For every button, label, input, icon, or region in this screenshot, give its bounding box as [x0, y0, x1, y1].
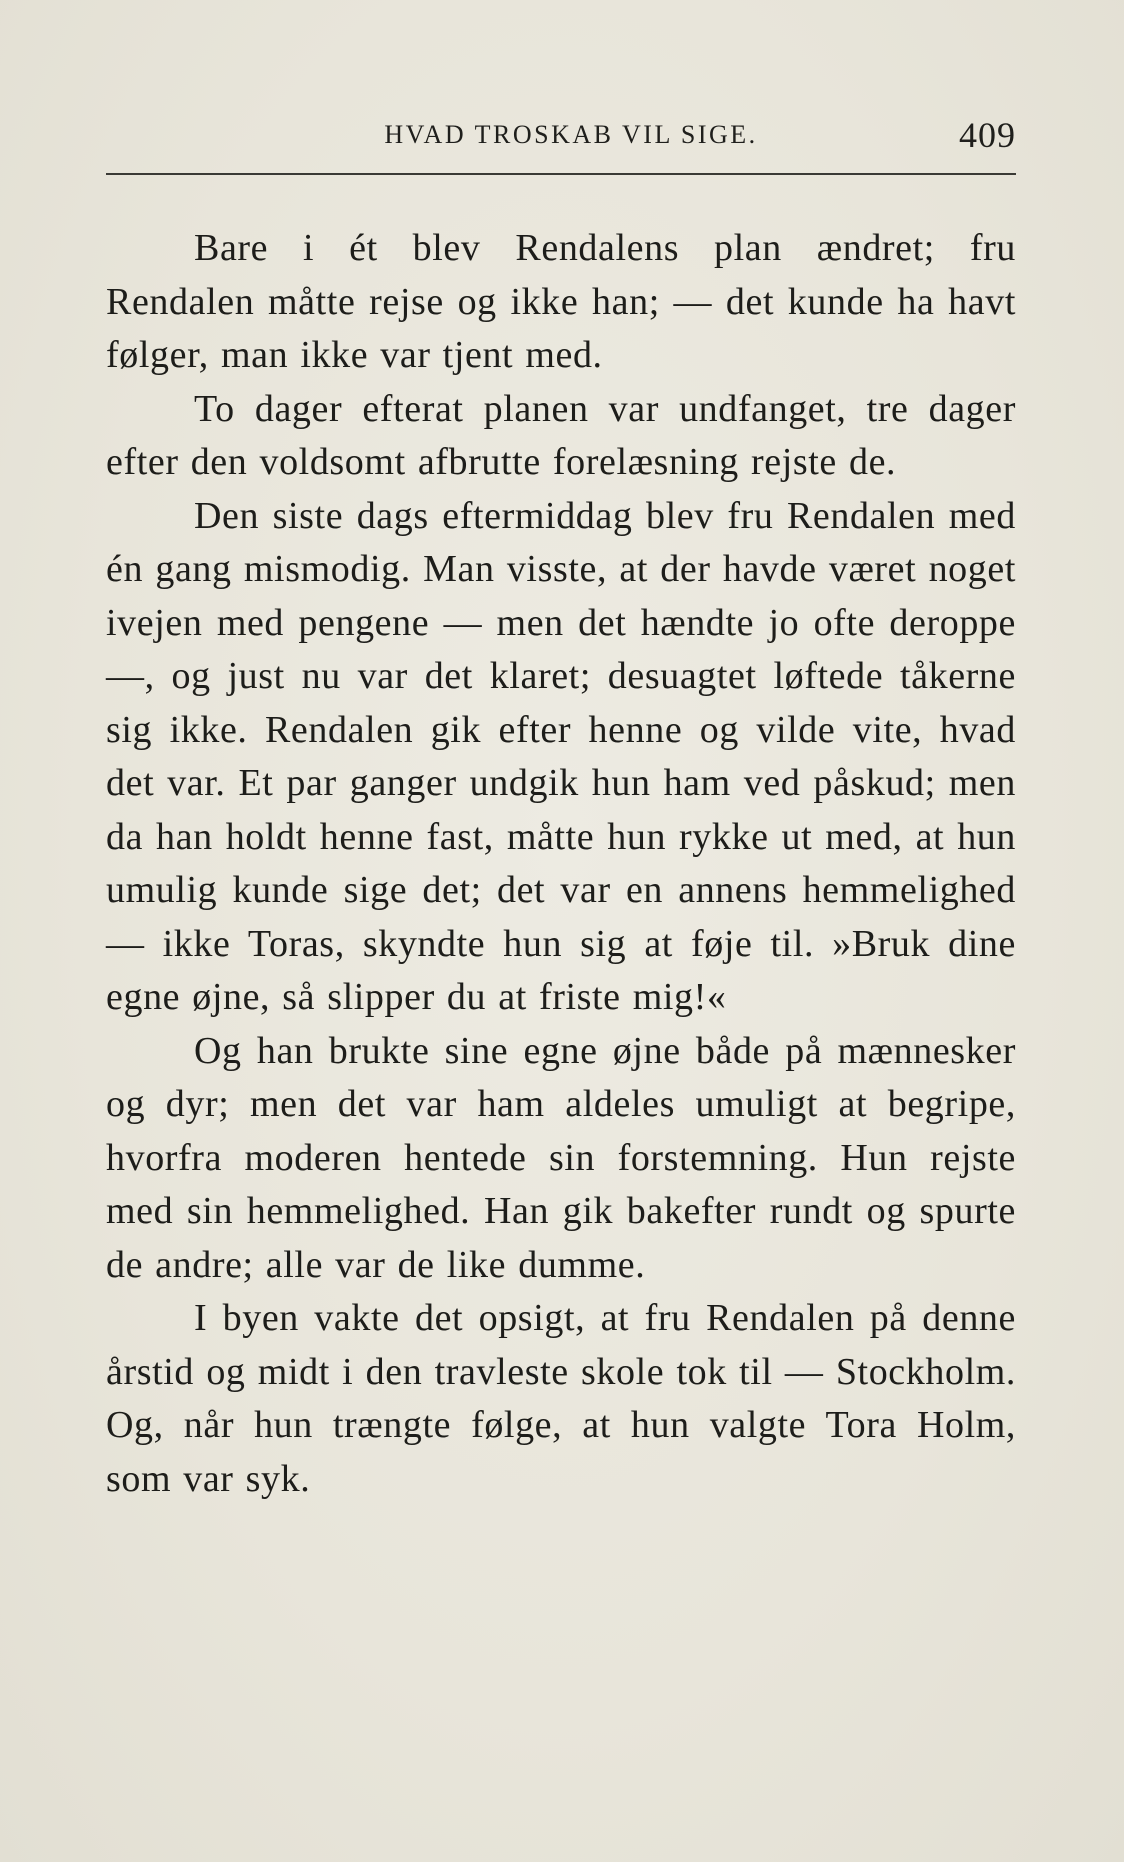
paragraph: Og han brukte sine egne øjne både på mænnesker og dyr; men det var ham aldeles umuligt at begripe, hvorfra moderen hentede sin forstemning. Hun rejste med sin hemmelighed. Han gik bakefter rundt og spurte de andre; alle var de like dumme.: [106, 1029, 1016, 1286]
page-header: [106, 112, 1016, 162]
paragraph: Bare i ét blev Rendalens plan ændret; fru Rendalen måtte rejse og ikke han; — det kunde ha havt følger, man ikke var tjent med.: [106, 227, 1016, 376]
running-head: HVAD TROSKAB VIL SIGE.: [384, 120, 758, 149]
paragraph: I byen vakte det opsigt, at fru Rendalen på denne årstid og midt i den travleste skole tok til — Stockholm. Og, når hun trængte følge, at hun valgte Tora Holm, som var syk.: [106, 1297, 1016, 1500]
body-text: [106, 222, 1016, 1506]
header-rule: [106, 173, 1016, 175]
paragraph: Den siste dags eftermiddag blev fru Rendalen med én gang mismodig. Man visste, at der havde været noget ivejen med pengene — men det hændte jo ofte deroppe —, og just nu var det klaret; desuagtet løftede tåkerne sig ikke. Rendalen gik efter henne og vilde vite, hvad det var. Et par ganger undgik hun ham ved påskud; men da han holdt henne fast, måtte hun rykke ut med, at hun umulig kunde sige det; det var en annens hemmelighed — ikke Toras, skyndte hun sig at føje til. »Bruk dine egne øjne, så slipper du at friste mig!«: [106, 494, 1016, 1018]
paragraph: To dager efterat planen var undfanget, tre dager efter den voldsomt afbrutte forelæsning rejste de.: [106, 387, 1016, 483]
page-number: 409: [959, 115, 1016, 155]
